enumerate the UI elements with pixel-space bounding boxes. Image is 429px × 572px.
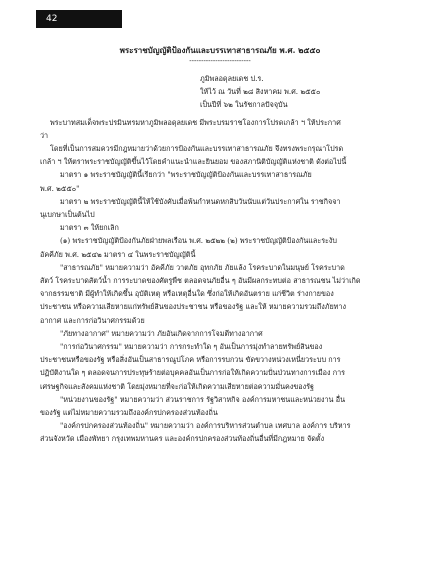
statute-line: ส่วนจังหวัด เมืองพัทยา กรุงเทพมหานคร และองค์กรปกครองส่วนท้องถิ่นอื่นที่มีกฎหมาย จัดตั้ง — [40, 434, 325, 444]
reign-year-line: เป็นปีที่ ๖๒ ในรัชกาลปัจจุบัน — [200, 100, 288, 110]
statute-line: "องค์กรปกครองส่วนท้องถิ่น" หมายความว่า องค์การบริหารส่วนตำบล เทศบาล องค์การ บริหาร — [60, 421, 351, 431]
statute-line: ปฏิบัติงานใด ๆ ตลอดจนการประทุษร้ายต่อบุคคลอันเป็นการก่อให้เกิดความปั่นป่วนทางการเมือง การ — [40, 368, 346, 378]
title-divider: -------------------------- — [189, 57, 251, 65]
statute-line: ว่า — [40, 130, 49, 140]
given-date-line: ให้ไว้ ณ วันที่ ๒๘ สิงหาคม พ.ศ. ๒๕๕๐ — [200, 87, 321, 97]
statute-line: ประชาชน หรือความเสียหายแก่ทรัพย์สินของประชาชน หรือของรัฐ และให้ หมายความรวมถึงภัยทาง — [40, 302, 346, 312]
document-title: พระราชบัญญัติป้องกันและบรรเทาสาธารณภัย พ.ศ. ๒๕๕๐ — [119, 45, 321, 55]
statute-line: "สาธารณภัย" หมายความว่า อัคคีภัย วาตภัย อุทกภัย ภัยแล้ง โรคระบาดในมนุษย์ โรคระบาด — [60, 262, 345, 272]
royal-signature-line: ภูมิพลอดุลยเดช ป.ร. — [200, 74, 264, 83]
statute-line: มาตรา ๓ ให้ยกเลิก — [60, 223, 119, 233]
statute-line: "หน่วยงานของรัฐ" หมายความว่า ส่วนราชการ รัฐวิสาหกิจ องค์การมหาชนและหน่วยงาน อื่น — [60, 394, 345, 404]
statute-line: อากาศ และการก่อวินาศกรรมด้วย — [40, 315, 145, 325]
statute-line: ของรัฐ แต่ไม่หมายความรวมถึงองค์กรปกครองส่วนท้องถิ่น — [40, 408, 218, 418]
statute-text — [40, 116, 400, 446]
statute-line: พ.ศ. ๒๕๕๐" — [40, 183, 80, 193]
document-body — [40, 44, 400, 446]
statute-line: เศรษฐกิจและสังคมแห่งชาติ โดยมุ่งหมายที่จะก่อให้เกิดความเสียหายต่อความมั่นคงของรัฐ — [40, 381, 314, 391]
statute-line: ประชาชนหรือของรัฐ หรือสิ่งอันเป็นสาธารณูปโภค หรือการรบกวน ขัดขวางหน่วงเหนี่ยวระบบ การ — [40, 355, 341, 365]
statute-line: มาตรา ๒ พระราชบัญญัตินี้ให้ใช้บังคับเมื่อพ้นกำหนดหกสิบวันนับแต่วันประกาศใน ราชกิจจา — [60, 196, 341, 206]
statute-line: นุเบกษาเป็นต้นไป — [40, 210, 95, 220]
royal-header — [40, 72, 400, 112]
statute-line: โดยที่เป็นการสมควรมีกฎหมายว่าด้วยการป้องกันและบรรเทาสาธารณภัย จึงทรงพระกรุณาโปรด — [50, 144, 344, 154]
statute-line: สัตว์ โรคระบาดสัตว์น้ำ การระบาดของศัตรูพืช ตลอดจนภัยอื่น ๆ อันมีผลกระทบต่อ สาธารณชน ไม่ว่าเกิด — [40, 276, 361, 286]
statute-line: "ภัยทางอากาศ" หมายความว่า ภัยอันเกิดจากการโจมตีทางอากาศ — [60, 328, 263, 338]
statute-line: จากธรรมชาติ มีผู้ทำให้เกิดขึ้น อุบัติเหตุ หรือเหตุอื่นใด ซึ่งก่อให้เกิดอันตราย แก่ชีวิต ร่างกายของ — [40, 289, 334, 299]
statute-line: อัคคีภัย พ.ศ. ๒๕๔๒ มาตรา ๔ ในพระราชบัญญัตินี้ — [40, 249, 196, 259]
statute-line: เกล้า ฯ ให้ตราพระราชบัญญัติขึ้นไว้โดยคำแนะนำและยินยอม ของสภานิติบัญญัติแห่งชาติ ดังต่อไปนี้ — [40, 157, 347, 167]
statute-line: "การก่อวินาศกรรม" หมายความว่า การกระทำใด ๆ อันเป็นการมุ่งทำลายทรัพย์สินของ — [60, 342, 323, 352]
statute-line: มาตรา ๑ พระราชบัญญัตินี้เรียกว่า "พระราชบัญญัติป้องกันและบรรเทาสาธารณภัย — [60, 170, 312, 180]
statute-line: (๑) พระราชบัญญัติป้องกันภัยฝ่ายพลเรือน พ.ศ. ๒๕๒๒ (๒) พระราชบัญญัติป้องกันและระงับ — [60, 236, 337, 246]
page-number-badge: 42 — [36, 10, 122, 28]
statute-line: พระบาทสมเด็จพระปรมินทรมหาภูมิพลอดุลยเดช มีพระบรมราชโองการโปรดเกล้า ฯ ให้ประกาศ — [50, 117, 341, 127]
